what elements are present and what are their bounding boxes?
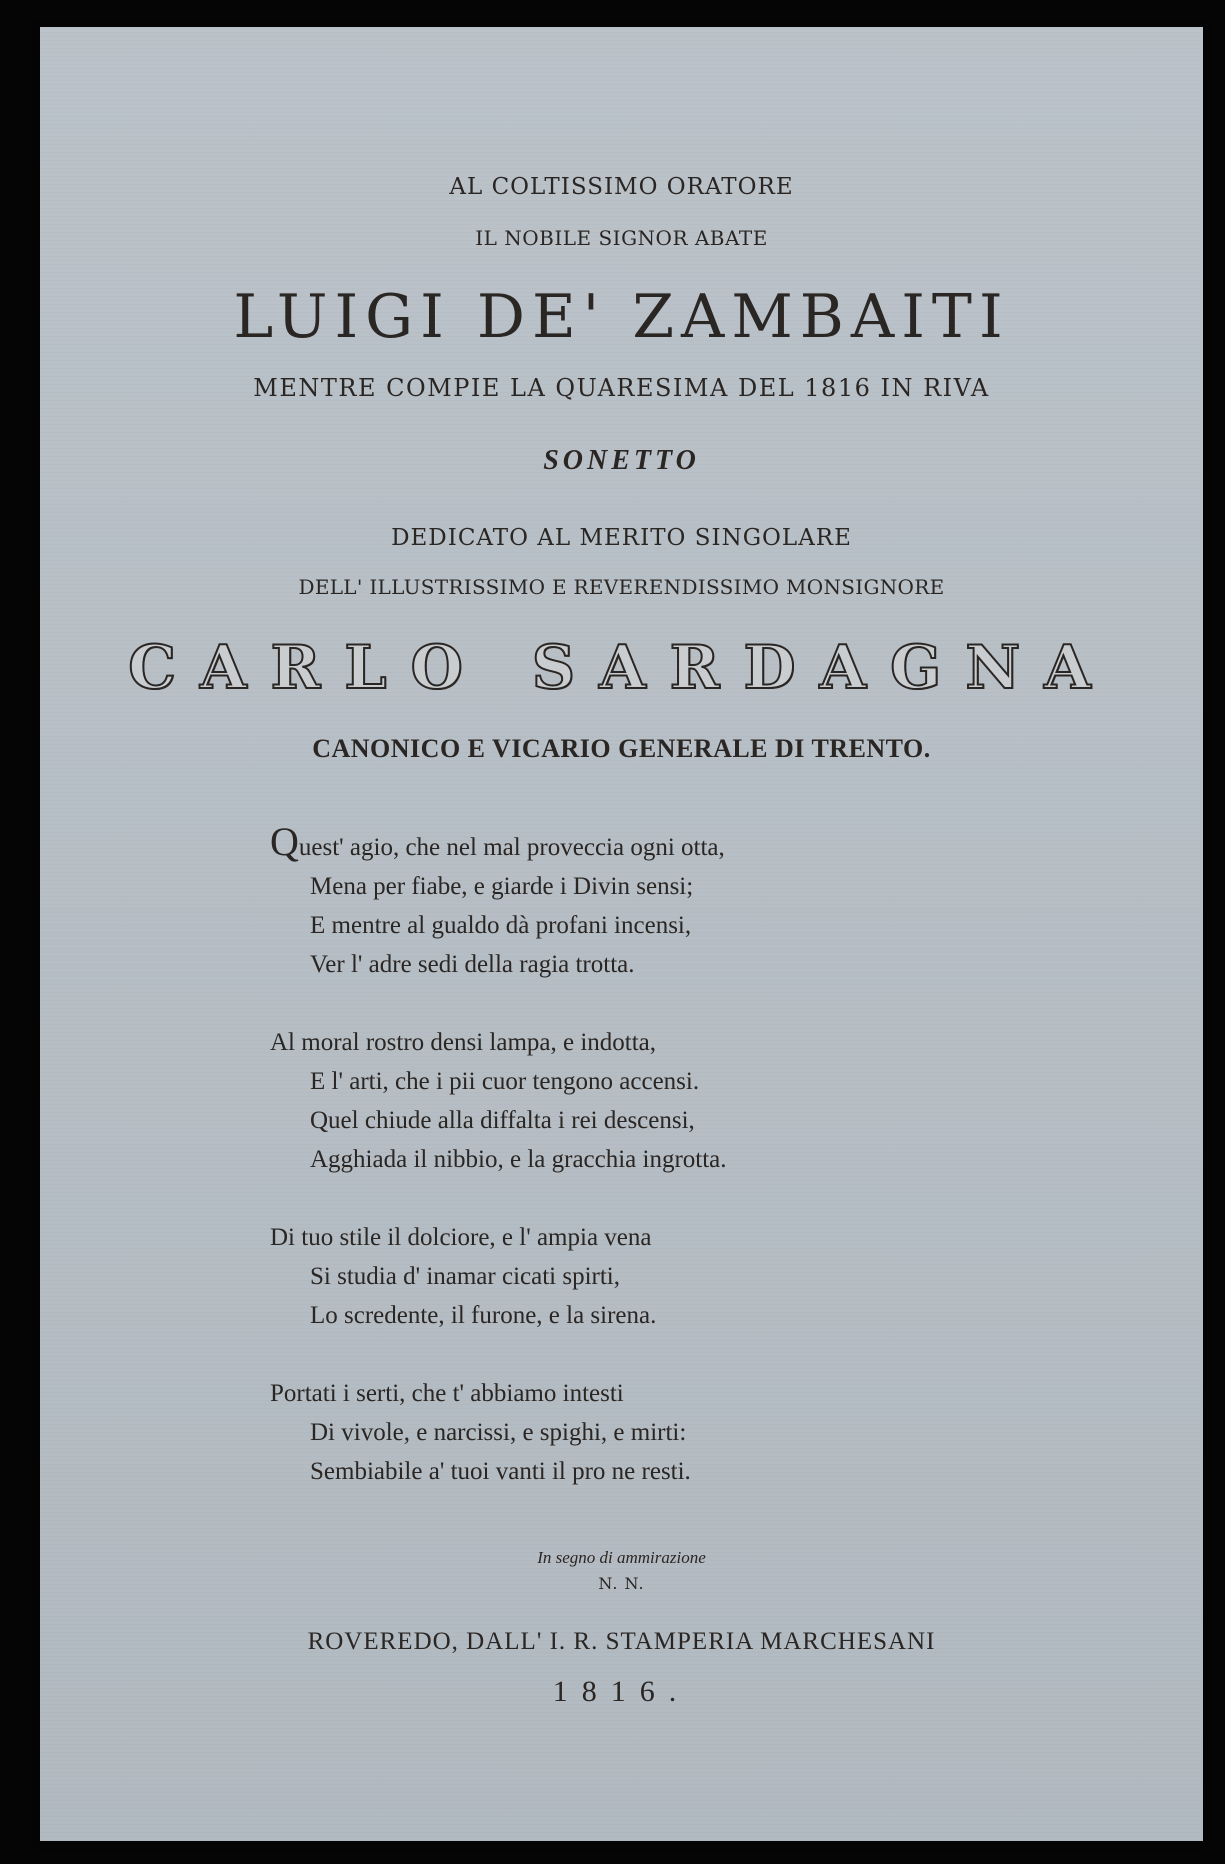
poem-line: Quel chiude alla diffalta i rei descensi, bbox=[310, 1107, 695, 1134]
poem-line: Si studia d' inamar cicati spirti, bbox=[310, 1263, 620, 1290]
dedicatee-title: CANONICO E VICARIO GENERALE DI TRENTO. bbox=[312, 734, 931, 763]
imprint-year: 1816. bbox=[552, 1675, 691, 1708]
dedicatee-name: CARLO SARDAGNA bbox=[128, 633, 1115, 703]
occasion-line: MENTRE COMPIE LA QUARESIMA DEL 1816 IN RIVA bbox=[253, 374, 990, 402]
drop-cap: Q bbox=[270, 819, 299, 864]
genre-heading: SONETTO bbox=[543, 445, 700, 476]
address-line-2: IL NOBILE SIGNOR ABATE bbox=[475, 226, 768, 250]
poem-line: Sembiabile a' tuoi vanti il pro ne resti. bbox=[310, 1458, 691, 1485]
signature-initials: N. N. bbox=[598, 1574, 645, 1593]
signature-note: In segno di ammirazione bbox=[537, 1548, 706, 1567]
dedication-line-2: DELL' ILLUSTRISSIMO E REVERENDISSIMO MONSIGNORE bbox=[298, 575, 945, 599]
stanza-2 bbox=[270, 1023, 920, 1179]
poem-line: Mena per fiabe, e giarde i Divin sensi; bbox=[310, 873, 694, 900]
poem-line: Quest' agio, che nel mal proveccia ogni otta, bbox=[270, 819, 725, 864]
poem-line: Di vivole, e narcissi, e spighi, e mirti: bbox=[310, 1419, 687, 1446]
poem-line: Ver l' adre sedi della ragia trotta. bbox=[310, 951, 635, 978]
poem-line: E l' arti, che i pii cuor tengono accensi. bbox=[310, 1068, 700, 1095]
poem-line: Agghiada il nibbio, e la gracchia ingrotta. bbox=[310, 1146, 727, 1173]
sonnet-text bbox=[270, 819, 920, 1530]
broadside-sheet bbox=[40, 27, 1203, 1841]
stanza-4 bbox=[270, 1374, 920, 1491]
poem-line: Lo scredente, il furone, e la sirena. bbox=[310, 1302, 657, 1329]
poem-line: E mentre al gualdo dà profani incensi, bbox=[310, 912, 692, 939]
dedication-line-1: DEDICATO AL MERITO SINGOLARE bbox=[391, 525, 852, 551]
poem-line: Al moral rostro densi lampa, e indotta, bbox=[270, 1029, 657, 1056]
poem-line: Portati i serti, che t' abbiamo intesti bbox=[270, 1380, 624, 1407]
stanza-1 bbox=[270, 819, 920, 984]
address-line-1: AL COLTISSIMO ORATORE bbox=[449, 174, 794, 200]
poem-line: Di tuo stile il dolciore, e l' ampia vena bbox=[270, 1224, 652, 1251]
printer-imprint: ROVEREDO, DALL' I. R. STAMPERIA MARCHESANI bbox=[307, 1628, 936, 1655]
honoree-name: LUIGI DE' ZAMBAITI bbox=[233, 282, 1010, 352]
stanza-3 bbox=[270, 1218, 920, 1335]
